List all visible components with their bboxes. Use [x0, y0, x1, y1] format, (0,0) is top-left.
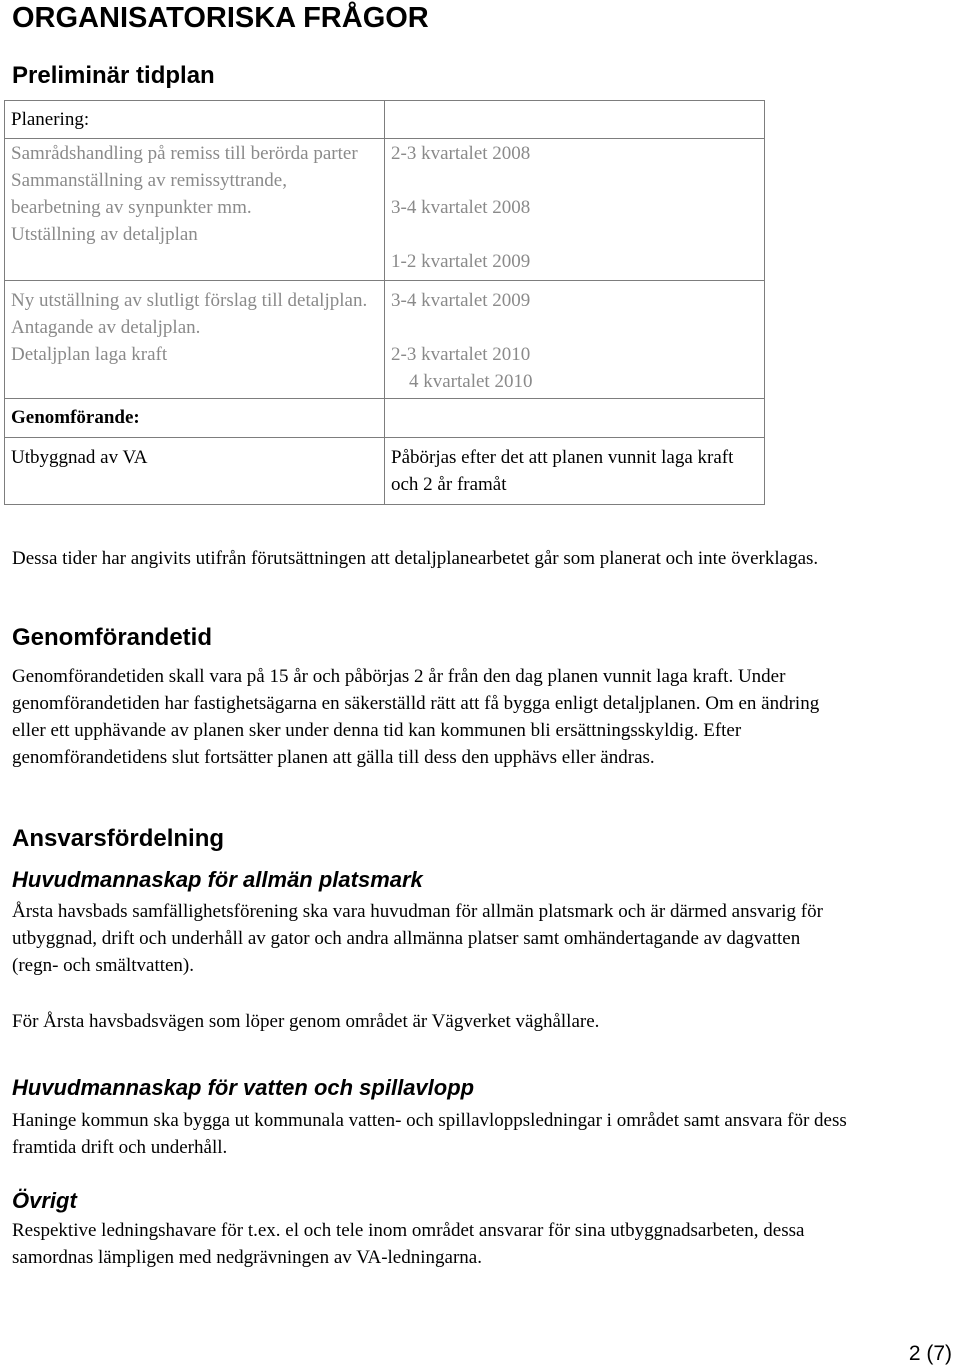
time-4: 3-4 kvartalet 2009 — [391, 290, 531, 311]
time-2: 3-4 kvartalet 2008 — [391, 197, 531, 218]
implementation-period-heading: Genomförandetid — [12, 624, 213, 651]
page-number: 2 (7) — [908, 1342, 952, 1365]
water-heading: Huvudmannaskap för vatten och spillavlopp — [12, 1075, 475, 1100]
schedule-note: Dessa tider har angivits utifrån förutsättningen att detaljplanearbetet går som planerat och inte överklagas. — [12, 548, 819, 569]
task-5: Antagande av detaljplan. — [11, 317, 201, 338]
planning-tasks — [5, 281, 385, 399]
task-6: Detaljplan laga kraft — [11, 344, 168, 365]
planning-times — [385, 281, 765, 399]
other-text: Respektive ledningshavare för t.ex. el och tele inom området ansvarar för sina utbyggnadsarbeten, dessa samordnas lämpligen med nedgrävningen av VA-ledningarna. — [12, 1220, 805, 1268]
schedule-table — [4, 100, 765, 505]
table-row — [5, 399, 765, 438]
task-2: Sammanställning av remissyttrande, bearbetning av synpunkter mm. — [11, 170, 287, 218]
implementation-label: Genomförande: — [5, 399, 385, 438]
time-5: 2-3 kvartalet 2010 — [391, 344, 531, 365]
table-row — [5, 281, 765, 399]
time-3: 1-2 kvartalet 2009 — [391, 251, 531, 272]
table-row — [5, 139, 765, 281]
time-1: 2-3 kvartalet 2008 — [391, 143, 531, 164]
planning-label: Planering: — [5, 101, 385, 139]
table-cell — [385, 399, 765, 438]
public-land-text: Årsta havsbads samfällighetsförening ska vara huvudman för allmän platsmark och är därmed ansvarig för utbyggnad, drift och underhåll av gator och andra allmänna platser samt omhändertagande av dagvatten (regn- och smältvatten). — [12, 901, 823, 976]
water-text: Haninge kommun ska bygga ut kommunala vatten- och spillavloppsledningar i området samt ansvara för dess framtida drift och underhåll. — [12, 1110, 847, 1158]
table-row — [5, 101, 765, 139]
other-heading: Övrigt — [12, 1188, 77, 1213]
table-row — [5, 438, 765, 505]
planning-tasks — [5, 139, 385, 281]
public-land-heading: Huvudmannaskap för allmän platsmark — [12, 867, 423, 892]
task-3: Utställning av detaljplan — [11, 224, 198, 245]
responsibility-heading: Ansvarsfördelning — [12, 825, 225, 852]
task-1: Samrådshandling på remiss till berörda parter — [11, 143, 358, 164]
time-6: 4 kvartalet 2010 — [409, 371, 533, 392]
page-title: ORGANISATORISKA FRÅGOR — [12, 2, 429, 34]
table-cell — [385, 101, 765, 139]
planning-times — [385, 139, 765, 281]
road-keeper-text: För Årsta havsbadsvägen som löper genom området är Vägverket väghållare. — [12, 1011, 600, 1032]
task-4: Ny utställning av slutligt förslag till detaljplan. — [11, 290, 368, 311]
implementation-task: Utbyggnad av VA — [5, 438, 385, 505]
schedule-heading: Preliminär tidplan — [12, 62, 215, 89]
implementation-time: Påbörjas efter det att planen vunnit laga kraft och 2 år framåt — [385, 438, 765, 505]
implementation-period-text: Genomförandetiden skall vara på 15 år och påbörjas 2 år från den dag planen vunnit laga kraft. Under genomförandetiden har fastighetsägarna en säkerställd rätt att få bygga enligt detaljplanen. Om en ändring eller ett upphävande av planen sker under denna tid kan kommunen bli ersättningsskyldig. Efter genomförandetidens slut fortsätter planen att gälla till dess den upphävs eller ändras. — [12, 666, 820, 768]
